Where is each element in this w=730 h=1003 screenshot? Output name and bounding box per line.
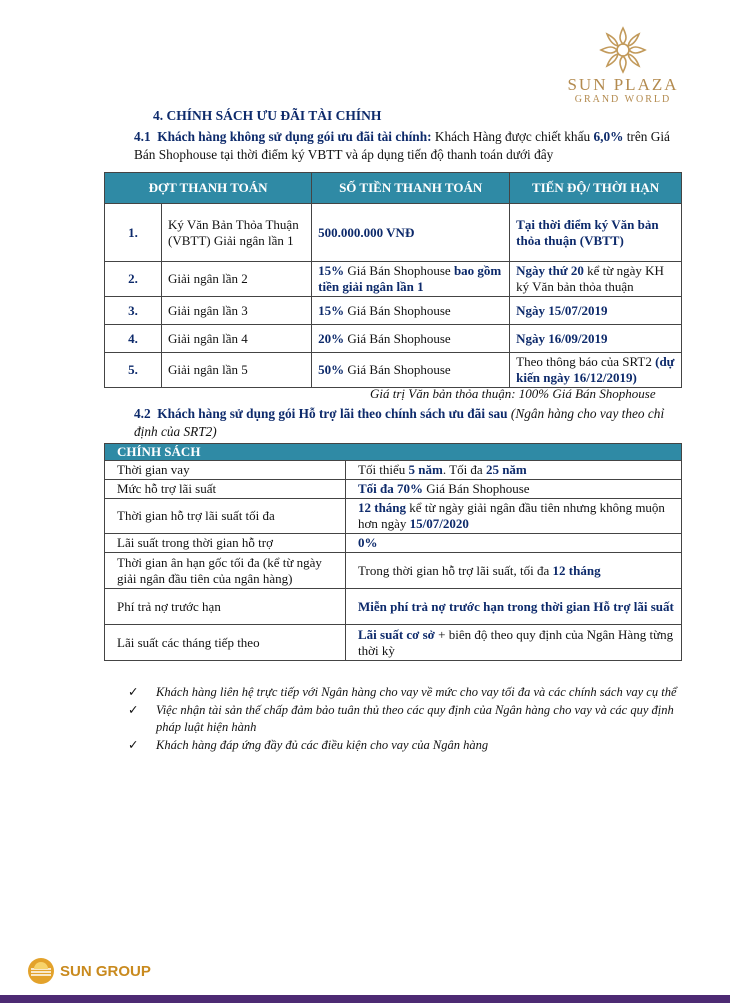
policy-value — [346, 480, 682, 499]
value-bold: Lãi suất cơ sở — [358, 626, 435, 642]
row-number: 5. — [105, 353, 162, 388]
subsection-number: 4.1 — [134, 129, 151, 144]
subsection-text: Khách Hàng được chiết khấu — [431, 129, 594, 144]
subsection-text-2: trên Giá Bán Shophouse tại thời điểm ký VBTT và áp dụng tiến độ thanh toán dưới đây — [134, 129, 670, 162]
amount-text: Giá Bán Shophouse — [344, 362, 451, 377]
list-item — [128, 702, 688, 736]
timing-bold: (dự kiến ngày 16/12/2019) — [516, 354, 675, 385]
value-bold-2: 25 năm — [485, 462, 527, 477]
amount-bold: 20% — [318, 330, 345, 346]
value-text-2: . Tối đa — [442, 462, 486, 477]
table-header-row — [105, 444, 682, 461]
row-amount — [312, 262, 510, 297]
value-bold: 12 tháng — [358, 500, 407, 515]
table-row — [105, 589, 682, 625]
sun-plaza-logo — [548, 24, 698, 106]
table-row — [105, 534, 682, 553]
policy-label: Phí trả nợ trước hạn — [105, 589, 346, 625]
table-row — [105, 625, 682, 661]
value-bold: 5 năm — [408, 462, 443, 477]
amount-bold: 15% — [318, 263, 345, 278]
loan-policy-table — [104, 443, 682, 661]
payment-schedule-table — [104, 172, 682, 388]
table-header-row — [105, 173, 682, 204]
amount-text: Giá Bán Shophouse — [344, 302, 451, 318]
row-timing — [510, 262, 682, 297]
sun-group-emblem-icon — [26, 956, 56, 986]
list-item — [128, 684, 688, 701]
sun-group-logo — [26, 956, 151, 986]
amount-bold: 15% — [318, 302, 345, 318]
value-bold: 0% — [358, 535, 378, 550]
table-row — [105, 297, 682, 325]
list-item — [128, 737, 688, 754]
row-amount — [312, 353, 510, 388]
timing-text: Theo thông báo của SRT2 — [516, 354, 656, 369]
table-row — [105, 553, 682, 589]
subsection-italic: (Ngân hàng cho vay theo chỉ định của SRT2) — [134, 406, 665, 439]
discount-percent: 6,0% — [593, 129, 624, 144]
row-phase: Giải ngân lần 5 — [162, 353, 312, 388]
policy-label: Lãi suất các tháng tiếp theo — [105, 625, 346, 661]
row-timing: Ngày 16/09/2019 — [510, 325, 682, 353]
header-policy: CHÍNH SÁCH — [105, 444, 682, 461]
subsection-heading: Khách hàng sử dụng gói Hỗ trợ lãi theo chính sách ưu đãi sau — [157, 406, 508, 421]
row-number: 3. — [105, 297, 162, 325]
value-text: Tối thiểu — [358, 462, 409, 477]
value-text: Trong thời gian hỗ trợ lãi suất, tối đa — [358, 562, 553, 578]
row-amount — [312, 325, 510, 353]
sun-emblem-icon — [595, 24, 651, 76]
header-amount: SỐ TIỀN THANH TOÁN — [312, 173, 510, 204]
policy-value — [346, 625, 682, 661]
checkmark-icon: ✓ — [128, 685, 139, 699]
notes-list — [128, 684, 688, 755]
table-row — [105, 353, 682, 388]
table-row — [105, 499, 682, 534]
row-phase: Giải ngân lần 3 — [162, 297, 312, 325]
policy-label: Mức hỗ trợ lãi suất — [105, 480, 346, 499]
header-phase: ĐỢT THANH TOÁN — [105, 173, 312, 204]
subsection-heading: Khách hàng không sử dụng gói ưu đãi tài chính: — [157, 129, 432, 144]
policy-label: Thời gian vay — [105, 461, 346, 480]
policy-value — [346, 589, 682, 625]
row-number: 4. — [105, 325, 162, 353]
policy-label: Thời gian ân hạn gốc tối đa (kể từ ngày giải ngân đầu tiên của ngân hàng) — [105, 553, 346, 589]
value-text: + biên độ theo quy định của Ngân Hàng từng thời kỳ — [358, 626, 674, 658]
checkmark-icon: ✓ — [128, 703, 139, 717]
row-phase: Giải ngân lần 4 — [162, 325, 312, 353]
footer-company: SUN GROUP — [60, 962, 151, 980]
policy-value — [346, 461, 682, 480]
brand-subtitle: GRAND WORLD — [574, 94, 672, 105]
table-row — [105, 480, 682, 499]
checkmark-icon: ✓ — [128, 738, 139, 752]
brand-name: SUN PLAZA — [567, 75, 679, 94]
amount-bold: 50% — [318, 362, 345, 377]
row-timing: Ngày 15/07/2019 — [510, 297, 682, 325]
row-number: 2. — [105, 262, 162, 297]
amount-bold-2: bao gồm tiền giải ngân lần 1 — [318, 263, 502, 294]
table-row — [105, 204, 682, 262]
row-timing: Tại thời điểm ký Văn bản thỏa thuận (VBTT) — [510, 204, 682, 262]
policy-value — [346, 499, 682, 534]
timing-bold: Ngày thứ 20 — [516, 263, 584, 278]
value-text: kể từ ngày giải ngân đầu tiên nhưng không muộn hơn ngày — [358, 500, 665, 531]
bottom-bar — [0, 995, 730, 1003]
note-text: Việc nhận tài sản thế chấp đảm bảo tuân thủ theo các quy định của Ngân hàng cho vay và các quy định pháp luật hiện hành — [156, 703, 674, 734]
value-bold: 12 tháng — [552, 562, 601, 578]
table-row — [105, 262, 682, 297]
table-caption: Giá trị Văn bản thỏa thuận: 100% Giá Bán Shophouse — [370, 386, 656, 401]
row-amount — [312, 297, 510, 325]
row-number: 1. — [105, 204, 162, 262]
policy-label: Thời gian hỗ trợ lãi suất tối đa — [105, 499, 346, 534]
subsection-4-1 — [134, 128, 682, 164]
subsection-number: 4.2 — [134, 406, 151, 421]
policy-value — [346, 553, 682, 589]
policy-value — [346, 534, 682, 553]
header-timing: TIẾN ĐỘ/ THỜI HẠN — [510, 173, 682, 204]
value-bold: Tối đa 70% — [358, 481, 424, 496]
value-bold-2: 15/07/2020 — [409, 516, 469, 531]
amount-text: Giá Bán Shophouse — [344, 330, 451, 346]
value-bold: Miễn phí trả nợ trước hạn trong thời gian Hỗ trợ lãi suất — [358, 598, 674, 614]
table-row — [105, 325, 682, 353]
row-timing — [510, 353, 682, 388]
subsection-4-2 — [134, 405, 682, 441]
timing-text: kể từ ngày KH ký Văn bản thỏa thuận — [516, 263, 664, 294]
section-title: 4. CHÍNH SÁCH ƯU ĐÃI TÀI CHÍNH — [153, 108, 382, 123]
row-phase: Ký Văn Bản Thỏa Thuận (VBTT) Giải ngân lần 1 — [162, 204, 312, 262]
policy-label: Lãi suất trong thời gian hỗ trợ — [105, 534, 346, 553]
row-amount: 500.000.000 VNĐ — [312, 204, 510, 262]
value-text: Giá Bán Shophouse — [423, 481, 530, 496]
note-text: Khách hàng liên hệ trực tiếp với Ngân hàng cho vay về mức cho vay tối đa và các chính sách vay cụ thể — [156, 685, 677, 699]
amount-text: Giá Bán Shophouse — [344, 263, 454, 278]
row-phase: Giải ngân lần 2 — [162, 262, 312, 297]
table-row — [105, 461, 682, 480]
note-text: Khách hàng đáp ứng đầy đủ các điều kiện cho vay của Ngân hàng — [156, 738, 489, 752]
